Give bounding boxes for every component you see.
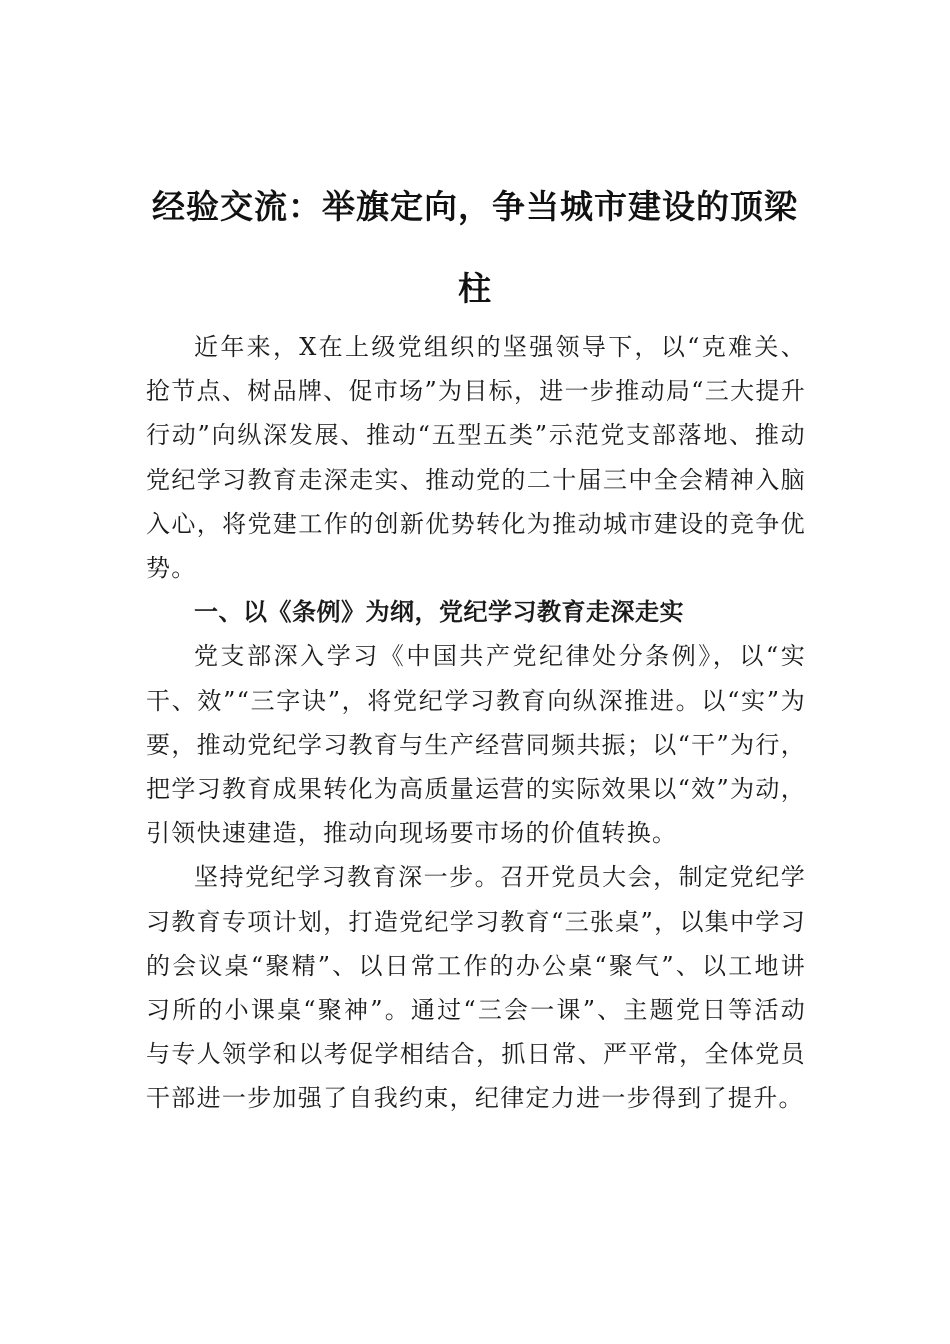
- document-title: 经验交流：举旗定向，争当城市建设的顶梁柱: [152, 187, 798, 309]
- document-body: [146, 325, 806, 1121]
- intro-paragraph: 近年来，X在上级党组织的坚强领导下，以“克难关、抢节点、树品牌、促市场”为目标，进一步推动局“三大提升行动”向纵深发展、推动“五型五类”示范党支部落地、推动党纪学习教育走深走实、推动党的二十届三中全会精神入脑入心，将党建工作的创新优势转化为推动城市建设的竞争优势。: [146, 333, 806, 583]
- section-paragraph: 坚持党纪学习教育深一步。召开党员大会，制定党纪学习教育专项计划，打造党纪学习教育“三张桌”，以集中学习的会议桌“聚精”、以日常工作的办公桌“聚气”、以工地讲习所的小课桌“聚神”。通过“三会一课”、主题党日等活动与专人领学和以考促学相结合，抓日常、严平常，全体党员干部进一步加强了自我约束，纪律定力进一步得到了提升。: [146, 863, 806, 1113]
- section-heading: 一、以《条例》为纲，党纪学习教育走深走实: [194, 598, 684, 627]
- section-paragraph: 党支部深入学习《中国共产党纪律处分条例》，以“实干、效”“三字诀”，将党纪学习教育向纵深推进。以“实”为要，推动党纪学习教育与生产经营同频共振；以“干”为行，把学习教育成果转化为高质量运营的实际效果以“效”为动，引领快速建造，推动向现场要市场的价值转换。: [146, 642, 806, 848]
